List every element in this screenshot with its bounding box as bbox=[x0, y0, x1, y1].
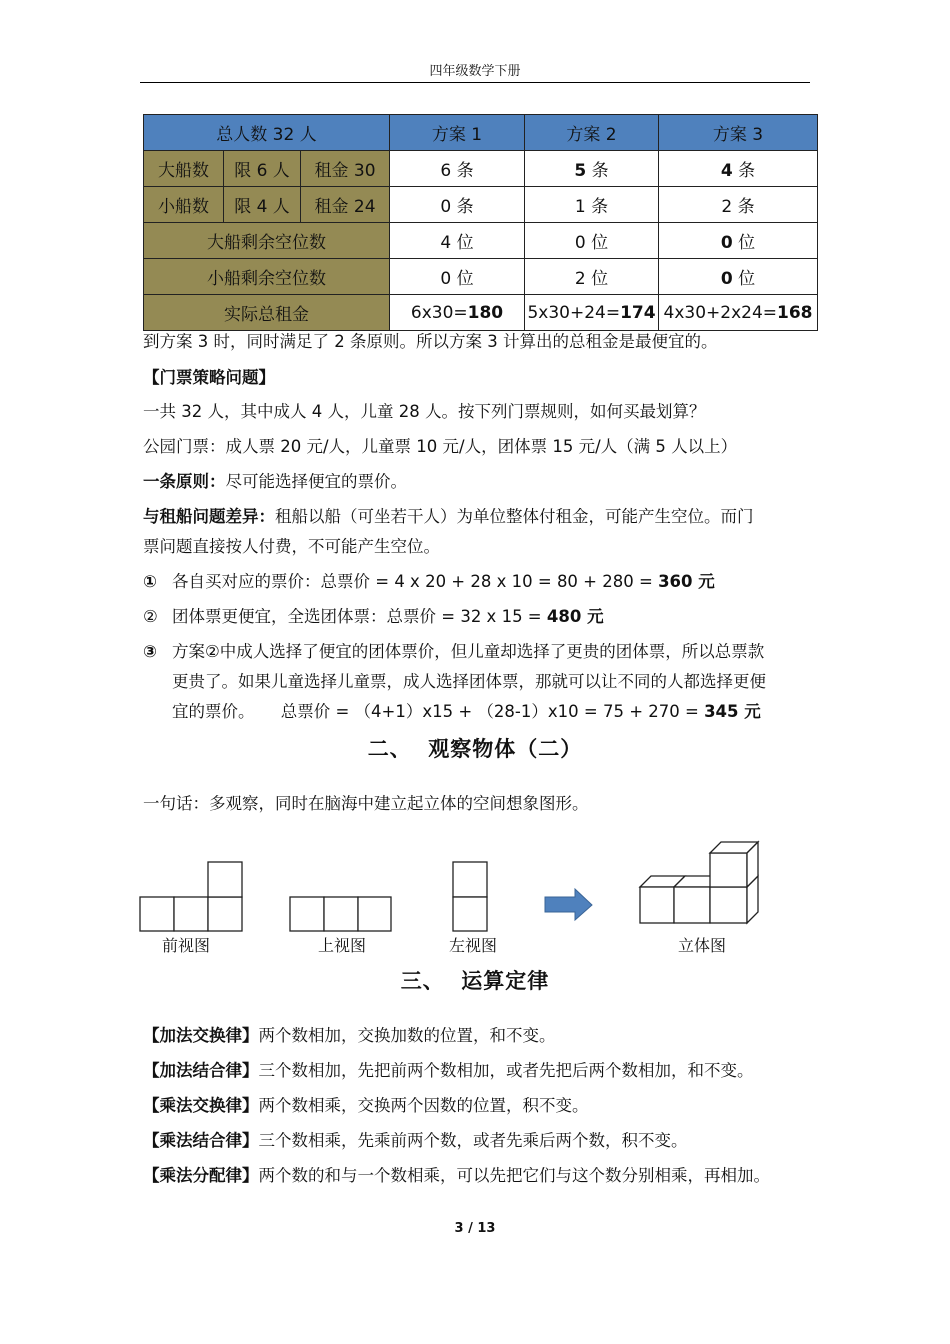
observe-summary: 一句话：多观察，同时在脑海中建立起立体的空间想象图形。 bbox=[143, 794, 589, 813]
table-cell: 2 条 bbox=[659, 187, 818, 223]
front-view-drawing bbox=[140, 862, 242, 931]
table-cell: 0 位 bbox=[390, 259, 525, 295]
solid-drawing bbox=[640, 842, 758, 923]
ticket-heading: 【门票策略问题】 bbox=[143, 368, 275, 387]
table-row bbox=[144, 223, 818, 259]
option-item-1 bbox=[143, 571, 715, 593]
arrow-right-icon bbox=[545, 889, 592, 920]
formula-text: 5x30+24= bbox=[527, 302, 621, 323]
table-cell: 2 位 bbox=[525, 259, 659, 295]
law-text: 三个数相乘，先乘前两个数，或者先乘后两个数，积不变。 bbox=[258, 1131, 688, 1150]
ticket-question: 一共 32 人，其中成人 4 人，儿童 28 人。按下列门票规则，如何买最划算？ bbox=[143, 402, 706, 421]
ticket-rules: 公园门票：成人票 20 元/人，儿童票 10 元/人，团体票 15 元/人（满 5 人以上） bbox=[143, 437, 738, 456]
running-header: 四年级数学下册 bbox=[429, 64, 521, 79]
law-text: 三个数相加，先把前两个数相加，或者先把后两个数相加，和不变。 bbox=[258, 1061, 754, 1080]
law-label: 【乘法结合律】 bbox=[143, 1131, 259, 1150]
difference-text: 租船以船（可坐若干人）为单位整体付租金，可能产生空位。而门 bbox=[275, 507, 754, 526]
table-cell: 0 条 bbox=[390, 187, 525, 223]
table-row bbox=[144, 295, 818, 331]
law-label: 【加法交换律】 bbox=[143, 1026, 259, 1045]
table-row bbox=[144, 151, 818, 187]
law-label: 【乘法交换律】 bbox=[143, 1096, 259, 1115]
table-cell: 实际总租金 bbox=[144, 295, 390, 331]
table-cell bbox=[390, 295, 525, 331]
item-result: 345 元 bbox=[704, 702, 761, 721]
unit-text: 条 bbox=[586, 161, 609, 181]
table-cell: 小船数 bbox=[144, 187, 224, 223]
table-cell: 限 6 人 bbox=[224, 151, 301, 187]
table-header-plan1: 方案 1 bbox=[390, 115, 525, 151]
law-item bbox=[143, 1095, 589, 1117]
table-header-plan2: 方案 2 bbox=[525, 115, 659, 151]
bold-value: 180 bbox=[467, 302, 504, 323]
law-item bbox=[143, 1060, 754, 1082]
table-cell bbox=[659, 223, 818, 259]
unit-text: 位 bbox=[732, 269, 756, 289]
header-divider bbox=[140, 82, 810, 83]
law-label: 【加法结合律】 bbox=[143, 1061, 259, 1080]
item-number: ② bbox=[143, 607, 158, 626]
law-text: 两个数相加，交换加数的位置，和不变。 bbox=[258, 1026, 556, 1045]
formula-text: 6x30= bbox=[410, 302, 468, 323]
bold-value: 0 bbox=[720, 269, 733, 289]
conclusion-text: 到方案 3 时，同时满足了 2 条原则。所以方案 3 计算出的总租金是最便宜的。 bbox=[143, 332, 718, 351]
table-cell: 大船数 bbox=[144, 151, 224, 187]
unit-text: 条 bbox=[732, 161, 756, 181]
item-number: ③ bbox=[143, 642, 157, 661]
table-cell: 租金 24 bbox=[301, 187, 390, 223]
item-text: 各自买对应的票价：总票价 = 4 x 20 + 28 x 10 = 80 + 280 = bbox=[172, 572, 659, 591]
principle-label: 一条原则： bbox=[143, 472, 226, 491]
option-item-3-line2: 更贵了。如果儿童选择儿童票，成人选择团体票，那就可以让不同的人都选择更便 bbox=[172, 672, 766, 691]
bold-value: 174 bbox=[620, 302, 656, 323]
difference-label: 与租船问题差异： bbox=[143, 507, 275, 526]
law-label: 【乘法分配律】 bbox=[143, 1166, 259, 1185]
bold-value: 0 bbox=[720, 233, 733, 253]
option-item-3-line3 bbox=[172, 701, 761, 723]
top-view-caption: 上视图 bbox=[317, 936, 366, 955]
law-item bbox=[143, 1025, 556, 1047]
table-cell bbox=[659, 295, 818, 331]
section-title-laws: 三、 运算定律 bbox=[400, 969, 550, 993]
table-cell: 0 位 bbox=[525, 223, 659, 259]
law-text: 两个数相乘，交换两个因数的位置，积不变。 bbox=[258, 1096, 589, 1115]
table-cell: 4 位 bbox=[390, 223, 525, 259]
item-text: 团体票更便宜，全选团体票：总票价 = 32 x 15 = bbox=[172, 607, 547, 626]
front-view-caption: 前视图 bbox=[161, 936, 210, 955]
left-view-drawing bbox=[453, 862, 487, 931]
item-number: ① bbox=[143, 572, 157, 591]
bold-value: 4 bbox=[720, 161, 733, 181]
item-text: 宜的票价。 总票价 = （4+1）x15 + （28-1）x10 = 75 + 270 = bbox=[172, 702, 705, 721]
table-cell bbox=[659, 151, 818, 187]
table-cell bbox=[659, 259, 818, 295]
table-row bbox=[144, 187, 818, 223]
table-header-plan3: 方案 3 bbox=[659, 115, 818, 151]
section-title-observe: 二、 观察物体（二） bbox=[367, 737, 583, 761]
table-cell: 1 条 bbox=[525, 187, 659, 223]
law-item bbox=[143, 1130, 688, 1152]
principle-text: 尽可能选择便宜的票价。 bbox=[225, 472, 407, 491]
bold-value: 5 bbox=[574, 161, 587, 181]
table-row bbox=[144, 259, 818, 295]
option-item-3 bbox=[143, 641, 764, 663]
difference-line-2: 票问题直接按人付费，不可能产生空位。 bbox=[143, 537, 440, 556]
option-item-2 bbox=[143, 606, 604, 628]
principle-line bbox=[143, 471, 407, 493]
law-item bbox=[143, 1165, 770, 1187]
table-header-total: 总人数 32 人 bbox=[144, 115, 390, 151]
table-cell: 小船剩余空位数 bbox=[144, 259, 390, 295]
solid-caption: 立体图 bbox=[677, 936, 726, 955]
page-number: 3 / 13 bbox=[454, 1221, 496, 1236]
left-view-caption: 左视图 bbox=[448, 936, 497, 955]
item-result: 360 元 bbox=[658, 572, 715, 591]
law-text: 两个数的和与一个数相乘，可以先把它们与这个数分别相乘，再相加。 bbox=[258, 1166, 770, 1185]
item-text: 方案②中成人选择了便宜的团体票价，但儿童却选择了更贵的团体票，所以总票款 bbox=[172, 642, 765, 661]
item-result: 480 元 bbox=[546, 607, 604, 626]
table-cell: 限 4 人 bbox=[224, 187, 301, 223]
table-cell: 大船剩余空位数 bbox=[144, 223, 390, 259]
boat-rental-table bbox=[143, 114, 818, 331]
bold-value: 168 bbox=[777, 302, 813, 323]
table-cell bbox=[525, 151, 659, 187]
table-cell bbox=[525, 295, 659, 331]
unit-text: 位 bbox=[732, 233, 756, 253]
table-cell: 6 条 bbox=[390, 151, 525, 187]
table-cell: 租金 30 bbox=[301, 151, 390, 187]
difference-line-1 bbox=[143, 506, 754, 528]
table-row bbox=[144, 115, 818, 151]
top-view-drawing bbox=[290, 897, 391, 931]
formula-text: 4x30+2x24= bbox=[663, 302, 778, 323]
